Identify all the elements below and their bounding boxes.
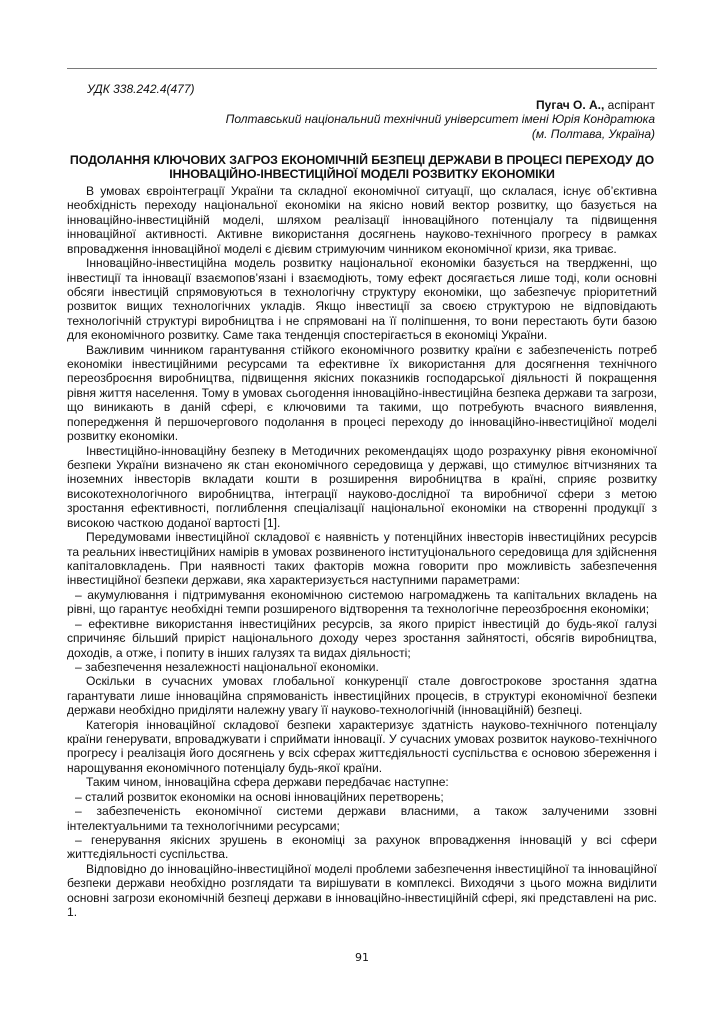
list-item: – ефективне використання інвестиційних ресурсів, за якого приріст інвестицій до будь-якої галузі спричиняє більший приріст національного доходу через зростання зайнятості, обсягів виробництва, доходів, а отже, і попиту в інших галузях та видах діяльності; — [67, 616, 657, 660]
page-number: 91 — [355, 951, 369, 964]
list-item: – забезпечення незалежності національної економіки. — [75, 659, 379, 674]
author-name: Пугач О. А., — [536, 98, 605, 112]
list-item: – сталий розвиток економіки на основі інноваційних перетворень; — [75, 789, 444, 804]
article-title — [67, 153, 657, 181]
body-paragraph: Оскільки в сучасних умовах глобальної конкуренції стале довгострокове зростання здатна гарантувати лише інноваційна спрямованість інвестиційних процесів, в структурі економічної безпеки держави необхідно приділяти належну увагу її науково-технологічній (інноваційній) безпеці. — [67, 674, 657, 718]
author-city: (м. Полтава, Україна) — [531, 126, 655, 141]
list-item: – акумулювання і підтримування економічною системою нагромаджень та капітальних вкладень на рівні, що гарантує необхідні темпи розширеного відтворення та технологічне переозброєння економіки; — [67, 587, 657, 617]
title-line-2: ІННОВАЦІЙНО-ІНВЕСТИЦІЙНОЇ МОДЕЛІ РОЗВИТКУ ЕКОНОМІКИ — [169, 167, 555, 181]
body-paragraph: Відповідно до інноваційно-інвестиційної моделі проблеми забезпечення інвестиційної та інноваційної безпеки держави необхідно розглядати та вирішувати в комплексі. Виходячи з цього можна виділити основні загрози економічній безпеці держави в інноваційно-інвестиційній сфері, які представлені на рис. 1. — [67, 861, 657, 920]
body-paragraph: Інвестиційно-інноваційну безпеку в Методичних рекомендаціях щодо розрахунку рівня економічної безпеки України визначено як стан економічного середовища у державі, що стимулює вітчизняних та іноземних інвесторів вкладати кошти в розширення виробництва в країні, сприяє розвитку високотехнологічного виробництва, інтеграції науково-дослідної та виробничої сфери з метою зростання ефективності, поглиблення спеціалізації національної економіки на створенні продукції з високою часткою доданої вартості [1]. — [67, 443, 657, 530]
udc-code: УДК 338.242.4(477) — [87, 82, 195, 96]
body-paragraph: Таким чином, інноваційна сфера держави передбачає наступне: — [86, 775, 449, 790]
author-block — [226, 98, 655, 141]
document-page — [67, 0, 657, 1024]
list-item: – генерування якісних зрушень в економіці за рахунок впровадження інновацій у всі сфери життєдіяльності суспільства. — [67, 832, 657, 862]
body-paragraph: Передумовами інвестиційної складової є наявність у потенційних інвесторів інвестиційних ресурсів та реальних інвестиційних намірів в умовах розвиненого інституціонального середовища для здійснення капіталовкладень. При наявності таких факторів можна говорити про можливість забезпечення інвестиційної безпеки держави, яка характеризується наступними параметрами: — [67, 530, 657, 588]
author-role: аспірант — [604, 98, 655, 112]
header-rule — [67, 68, 657, 69]
body-paragraph: Категорія інноваційної складової безпеки характеризує здатність науково-технічного потенціалу країни генерувати, впроваджувати і сприймати інновації. У сучасних умовах розвиток науково-технічного прогресу і реалізація його досягнень у всіх сферах життєдіяльності суспільства є основою збереження і нарощування економічного потенціалу будь-якої країни. — [67, 717, 657, 775]
author-line — [226, 98, 655, 112]
body-paragraph: В умовах євроінтеграції України та складної економічної ситуації, що склалася, існує об’єктивна необхідність переходу національної економіки на якісно новий вектор розвитку, що базується на інноваційно-інвестиційній моделі, шляхом реалізації інноваційного потенціалу та підвищення інноваційної активності. Активне використання досягнень науково-технічного прогресу в рамках впровадження інноваційної моделі є дієвим стримуючим чинником економічної кризи, яка триває. — [67, 184, 657, 256]
article-body — [67, 184, 657, 920]
body-paragraph: Важливим чинником гарантування стійкого економічного розвитку країни є забезпеченість потреб економіки інвестиційними ресурсами та ефективне їх використання для досягнення технічного переозброєння виробництва, підвищення якісних показників господарської діяльності й покращення рівня життя населення. Тому в умовах сьогодення інноваційно-інвестиційна безпека держави та загрози, що виникають в даній сфері, є ключовими та такими, що потребують вчасного виявлення, попередження й першочергового подолання в процесі переходу до інноваційно-інвестиційної моделі розвитку економіки. — [67, 342, 657, 444]
author-affiliation: Полтавський національний технічний університет імені Юрія Кондратюка — [225, 112, 655, 127]
body-paragraph: Інноваційно-інвестиційна модель розвитку національної економіки базується на твердженні, що інвестиції та інновації взаємопов’язані і взаємодіють, тому ефект досягається лише тоді, коли основні обсяги інвестицій спрямовуються в технологічну структуру економіки, що забезпечує пріоритетний розвиток вищих технологічних укладів. Якщо інвестиції за своєю структурою не відповідають технологічній структурі виробництва і не спрямовані на її поліпшення, то вони перестають бути базою для економічного розвитку. Саме така тенденція спостерігається в економіці України. — [67, 256, 657, 343]
list-item: – забезпеченість економічної системи держави власними, а також залученими ззовні інтелектуальними та технологічними ресурсами; — [67, 804, 657, 833]
title-line-1: ПОДОЛАННЯ КЛЮЧОВИХ ЗАГРОЗ ЕКОНОМІЧНІЙ БЕЗПЕЦІ ДЕРЖАВИ В ПРОЦЕСІ ПЕРЕХОДУ ДО — [69, 153, 655, 167]
